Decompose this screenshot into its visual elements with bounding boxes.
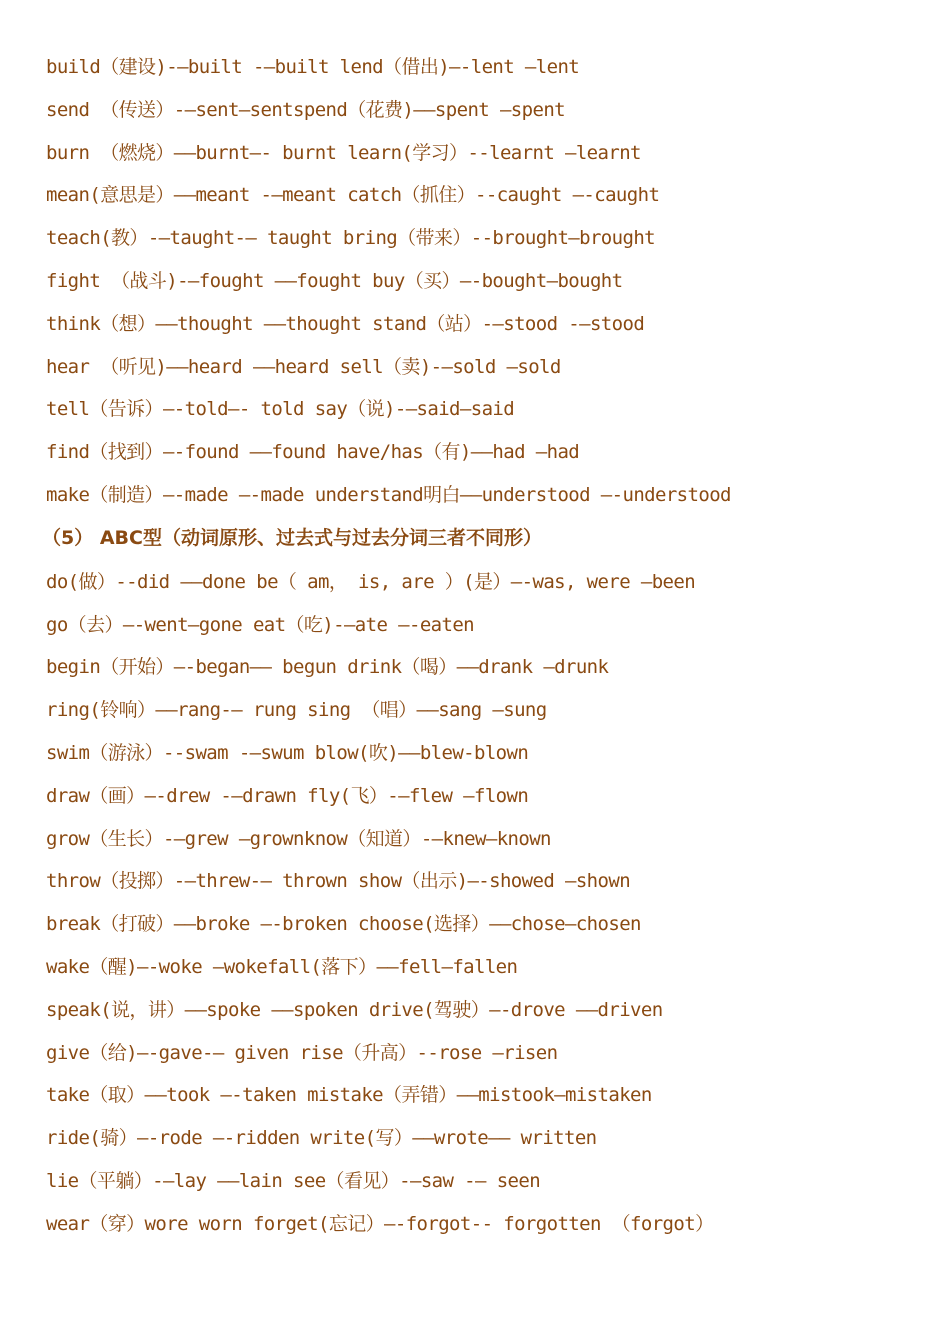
verb-line: take（取）——took —-taken mistake（弄错）——mistook—mistaken [46, 1084, 652, 1107]
verb-line: give（给)—-gave-— given rise（升高）--rose –risen [46, 1041, 558, 1064]
verb-line: swim（游泳）--swam -—swum blow(吹)——blew-blown [46, 741, 529, 764]
verb-line: mean(意思是）——meant -—meant catch（抓住）--caught —-caught [46, 184, 660, 207]
verb-line: send （传送）-—sent—sentspend（花费)——spent –spent [46, 98, 566, 121]
verb-line: throw（投掷）-—threw-— thrown show（出示)—-showed –shown [46, 870, 631, 893]
aba-verb-list [46, 50, 936, 521]
verb-line: begin（开始）—-began—— begun drink（喝）——drank –drunk [46, 656, 609, 679]
verb-line: draw（画）—-drew -—drawn fly(飞）-—flew –flown [46, 784, 529, 807]
verb-line: wear（穿）wore worn forget(忘记）—-forgot-- forgotten （forgot） [46, 1212, 714, 1235]
verb-line: build（建设)-—built -—built lend（借出)—-lent –lent [46, 56, 580, 78]
verb-line: ride(骑）—-rode —-ridden write(写）——wrote—— written [46, 1127, 597, 1150]
verb-line: ring(铃响）——rang-— rung sing （唱）——sang –sung [46, 699, 547, 722]
verb-line: speak(说，讲）——spoke ——spoken drive(驾驶）—-drove ——driven [46, 998, 663, 1021]
verb-line: teach(教）-—taught-— taught bring（带来）--brought—brought [46, 227, 655, 250]
verb-line: burn （燃烧）——burnt—- burnt learn(学习）--learnt –learnt [46, 141, 641, 164]
verb-line: grow（生长）-—grew –grownknow（知道）-—knew—known [46, 827, 551, 850]
document-page [42, 50, 936, 1250]
verb-line: fight （战斗)-—fought ——fought buy（买）—-bought—bought [46, 269, 623, 292]
verb-line: do(做）--did ——done be（ am， is, are ）(是）—-was, were –been [46, 570, 696, 593]
abc-verb-list [46, 565, 936, 1250]
section-heading: （5） ABC型（动词原形、过去式与过去分词三者不同形） [42, 526, 542, 549]
verb-line: lie（平躺）-—lay ——lain see（看见）-—saw -— seen [46, 1169, 541, 1192]
verb-line: hear （听见)——heard ——heard sell（卖)-—sold –sold [46, 355, 561, 378]
verb-line: break（打破）——broke —-broken choose(选择）——chose—chosen [46, 913, 641, 936]
verb-line: think（想）——thought ——thought stand（站）-—stood -—stood [46, 312, 645, 335]
verb-line: make（制造）—-made —-made understand明白——understood —-understood [46, 483, 731, 506]
verb-line: wake（醒)—-woke –wokefall(落下）——fell—fallen [46, 955, 518, 978]
verb-line: tell（告诉）—-told—- told say（说)-—said—said [46, 398, 515, 421]
verb-line: find（找到）—-found ——found have/has（有)——had –had [46, 441, 580, 464]
verb-line: go（去）—-went—gone eat（吃)-—ate —-eaten [46, 613, 475, 636]
